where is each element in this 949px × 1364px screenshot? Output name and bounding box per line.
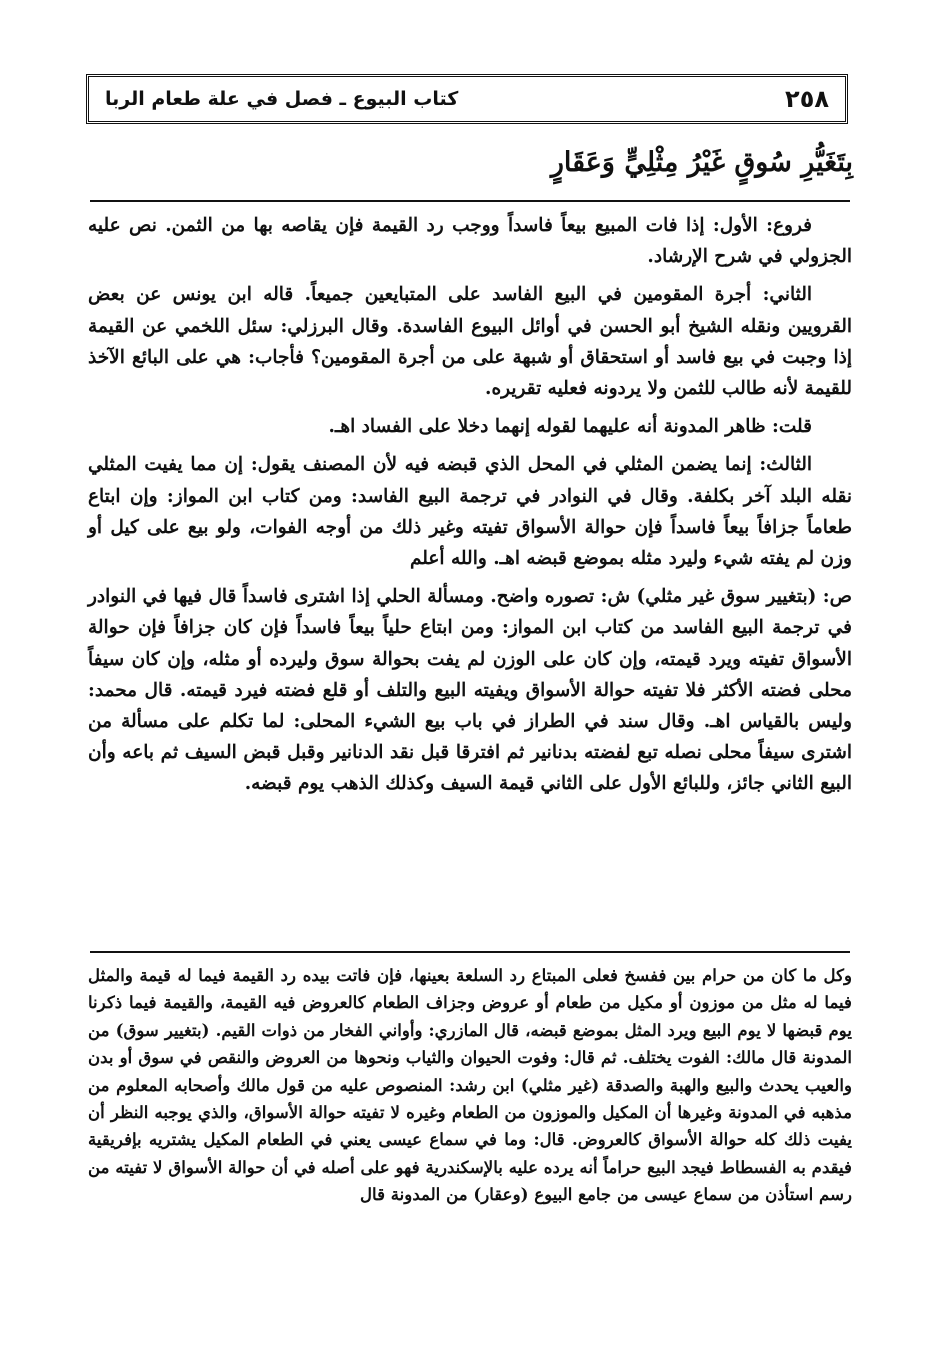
divider-footnote (90, 951, 850, 953)
commentary-paragraph-5: ص: (بتغيير سوق غير مثلي) ش: تصوره واضح. ومسألة الحلي إذا اشترى فاسداً قال فيها في النوادر في ترجمة البيع الفاسد من كتاب ابن المواز: ومن ابتاع حلياً بيعاً فاسداً فإن كان جزافاً فإن حوالة الأسواق تفيته ويرد قيمته، وإن كان على الوزن لم يفت بحوالة سوق وليرده أو مثله، وإن كان سيفاً محلى فضته الأكثر فلا تفيته حوالة الأسواق ويفيته البيع والتلف أو قلع فضته فيرد قيمته. قال محمد: وليس بالقياس اهـ. وقال سند في الطراز في باب بيع الشيء المحلى: لما تكلم على مسألة من اشترى سيفاً محلى نصله تبع لفضته بدنانير ثم افترقا قبل نقد الدنانير وقبل قبض السيف ثم باعه وأن البيع الثاني جائز، وللبائع الأول على الثاني قيمة السيف وكذلك الذهب يوم قبضه. (88, 586, 852, 795)
page-header (86, 74, 848, 124)
footnote-block (88, 962, 852, 1209)
commentary-paragraph-2: الثاني: أجرة المقومين في البيع الفاسد على المتبايعين جميعاً. قاله ابن يونس عن بعض القرويين ونقله الشيخ أبو الحسن في أوائل البيوع الفاسدة. وقال البرزلي: سئل اللخمي عن القيمة إذا وجبت في بيع فاسد أو استحقاق أو شبهة على من أجرة المقومين؟ فأجاب: هي على البائع الآخذ للقيمة لأنه طالب للثمن ولا يردونه فعليه تقريره. (88, 284, 852, 400)
commentary-paragraph-1: فروع: الأول: إذا فات المبيع بيعاً فاسداً ووجب رد القيمة فإن يقاصه بها من الثمن. نص عليه الجزولي في شرح الإرشاد. (88, 215, 852, 268)
running-title: كتاب البيوع ـ فصل في علة طعام الربا (105, 88, 459, 110)
divider-top (90, 200, 850, 202)
footnote-text: وكل ما كان من حرام بين ففسخ فعلى المبتاع رد السلعة بعينها، فإن فاتت بيده رد القيمة فيما له قيمة والمثل فيما له مثل من موزون أو مكيل من طعام أو عروض وجزاف الطعام كالعروض فيه القيمة، والقيمة فيما ذكرنا يوم قبضها لا يوم البيع ويرد المثل بموضع قبضه، قال المازري: وأواني الفخار من ذوات القيم. (بتغيير سوق) من المدونة قال مالك: الفوت يختلف. ثم قال: وفوت الحيوان والثياب ونحوها من العروض والنقص في سوق أو بدن والعيب يحدث والبيع والهبة والصدقة (غير مثلي) ابن رشد: المنصوص عليه من قول مالك وأصحابه المعلوم من مذهبه في المدونة وغيرها أن المكيل والموزون من الطعام وغيره لا تفيته حوالة الأسواق، والذي يوجبه النظر أن يفيت ذلك كله حوالة الأسواق كالعروض. قال: وما في سماع عيسى يعني في الطعام المكيل يشتريه بإفريقية فيقدم به الفسطاط فيجد البيع حراماً أنه يرده عليه بالإسكندرية فهو على أصله في أن حوالة الأسواق لا تفيته من رسم استأذن من سماع عيسى من جامع البيوع (وعقار) من المدونة قال (88, 965, 852, 1205)
commentary-block (88, 210, 852, 807)
commentary-paragraph-3: قلت: ظاهر المدونة أنه عليهما لقوله إنهما دخلا على الفساد اهـ. (328, 416, 812, 438)
commentary-paragraph-4: الثالث: إنما يضمن المثلي في المحل الذي قبضه فيه لأن المصنف يقول: إن مما يفيت المثلي نقله البلد آخر بكلفة. وقال في النوادر في ترجمة البيع الفاسد: ومن كتاب ابن المواز: وإن ابتاع طعاماً جزافاً بيعاً فاسداً فإن حوالة الأسواق تفيته وغير ذلك من أوجه الفوات، ولو بيع على كيل أو وزن لم يفته شيء وليرد مثله بموضع قبضه اهـ. والله أعلم (88, 454, 852, 570)
page-number: ٢٥٨ (785, 85, 829, 113)
matn-text: بِتَغَيُّرِ سُوقٍ غَيْرُ مِثْلِيٍّ وَعَقَارٍ (550, 147, 853, 178)
